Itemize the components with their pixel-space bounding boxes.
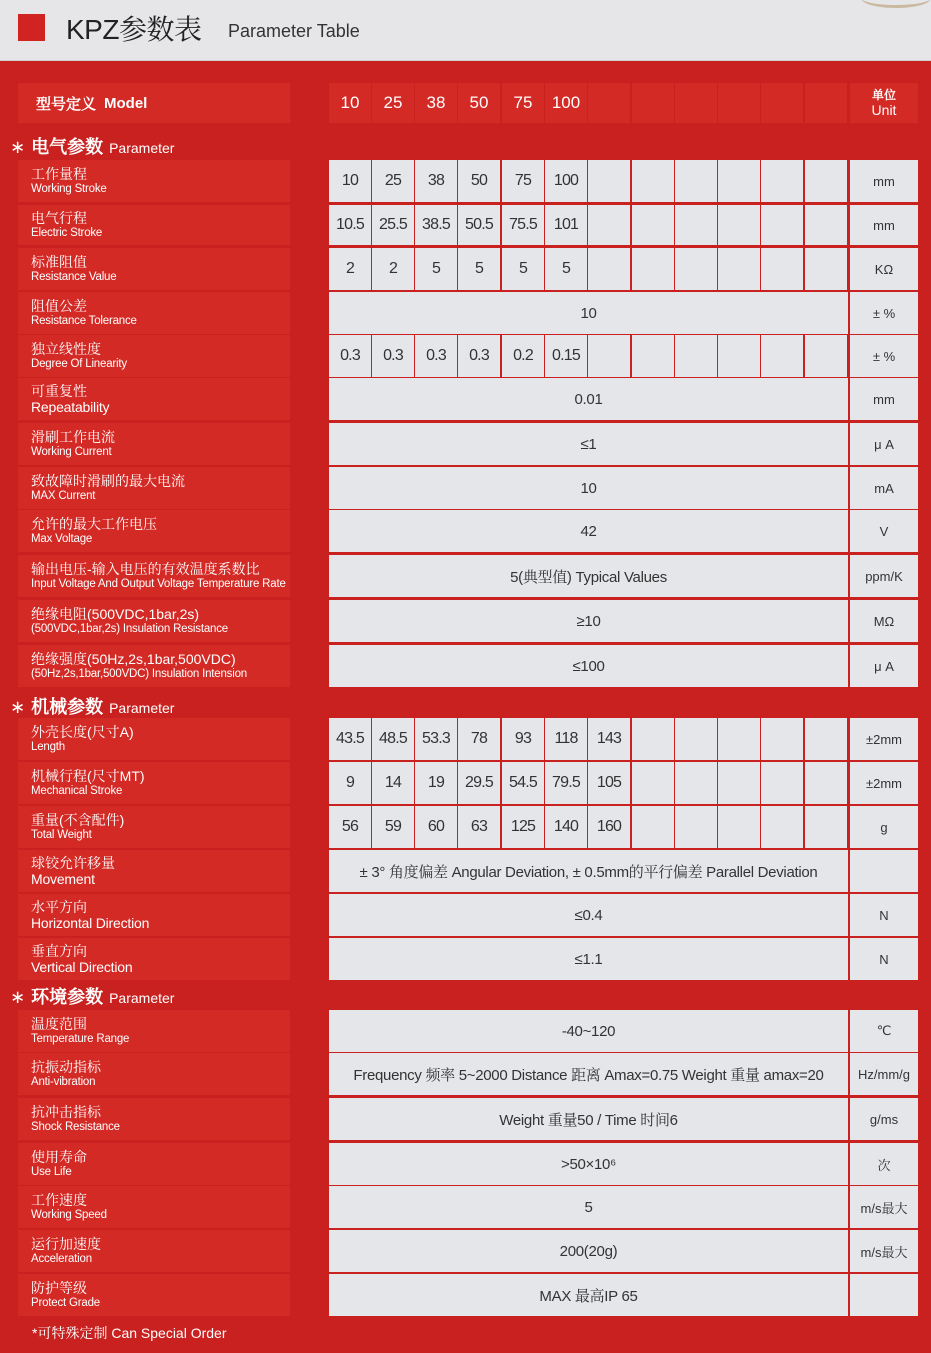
merged-value-cell: Weight 重量50 / Time 时间6 [329,1098,848,1140]
value-cell [805,248,847,290]
value-cell [805,806,847,848]
unit-cell [850,1274,918,1316]
value-cell [761,335,803,377]
model-cell [632,83,674,123]
value-cell: 118 [545,718,587,760]
unit-cell: mm [850,378,918,420]
value-cell [718,205,760,245]
model-cell: 50 [458,83,500,123]
unit-cell: V [850,510,918,552]
value-cell: 59 [372,806,414,848]
value-cell [675,205,717,245]
unit-cell: 次 [850,1143,918,1185]
merged-value-cell: 42 [329,510,848,552]
page-header [0,0,931,61]
unit-cell: KΩ [850,248,918,290]
row-label-zh: 使用寿命 [31,1149,87,1165]
value-cell [761,248,803,290]
value-cell: 2 [329,248,371,290]
value-cell: 29.5 [458,762,500,804]
row-label-en: Protect Grade [31,1297,100,1309]
model-label-en: Model [104,94,148,112]
unit-cell: ppm/K [850,555,918,597]
value-cell: 0.2 [502,335,544,377]
unit-cell: mA [850,467,918,509]
section-title-zh: 机械参数 [31,697,104,717]
value-cell [718,718,760,760]
row-label [18,938,290,980]
row-label [18,1186,290,1228]
value-cell [588,160,630,202]
model-label-zh: 型号定义 [36,95,97,113]
value-cell [805,762,847,804]
section-electrical [10,133,174,159]
model-cell: 25 [372,83,414,123]
value-cell: 9 [329,762,371,804]
value-cell: 10 [329,160,371,202]
value-cell [632,335,674,377]
value-cell: 0.3 [458,335,500,377]
merged-value-cell: ± 3° 角度偏差 Angular Deviation, ± 0.5mm的平行偏差 Parallel Deviation [329,850,848,892]
merged-value-cell: 200(20g) [329,1230,848,1272]
row-label-en: Working Stroke [31,183,107,195]
unit-cell: mm [850,205,918,245]
row-label-zh: 工作量程 [31,166,87,182]
model-cell [675,83,717,123]
value-cell [675,718,717,760]
row-label-zh: 外壳长度(尺寸A) [31,724,134,740]
row-label-zh: 水平方向 [31,899,87,915]
value-cell: 0.3 [415,335,457,377]
value-cell: 60 [415,806,457,848]
row-label-zh: 阻值公差 [31,298,87,314]
section-title-en: Parameter [109,700,175,716]
value-cell: 38.5 [415,205,457,245]
value-cell: 25 [372,160,414,202]
row-label-en: Degree Of Linearity [31,358,127,370]
value-cell: 10.5 [329,205,371,245]
unit-cell: g [850,806,918,848]
merged-value-cell: -40~120 [329,1010,848,1052]
value-cell: 5 [545,248,587,290]
section-star-icon: ∗ [10,137,26,157]
value-cell [675,335,717,377]
row-label-en: Working Speed [31,1209,107,1221]
row-label-zh: 抗振动指标 [31,1059,101,1075]
row-label [18,1230,290,1272]
unit-cell: m/s最大 [850,1230,918,1272]
merged-value-cell: ≥10 [329,600,848,642]
row-label-en: Temperature Range [31,1033,130,1045]
section-mechanical [10,693,174,719]
value-cell [718,248,760,290]
page-subtitle: Parameter Table [228,21,360,41]
row-label-zh: 致故障时滑刷的最大电流 [31,473,185,489]
row-label-zh: 允许的最大工作电压 [31,516,157,532]
value-cell: 14 [372,762,414,804]
value-cell [718,335,760,377]
unit-cell: g/ms [850,1098,918,1140]
unit-cell: MΩ [850,600,918,642]
unit-cell: μ A [850,423,918,465]
value-cell: 105 [588,762,630,804]
value-cell [805,205,847,245]
row-label-zh: 工作速度 [31,1192,87,1208]
value-cell: 78 [458,718,500,760]
row-label [18,378,290,420]
row-label-en: Vertical Direction [31,959,133,975]
row-label-zh: 滑刷工作电流 [31,429,115,445]
page-title: KPZ参数表 [66,14,202,45]
row-label-en: Max Voltage [31,533,93,545]
merged-value-cell: ≤100 [329,645,848,687]
value-cell [718,806,760,848]
header-decoration [861,0,931,8]
value-cell: 5 [502,248,544,290]
header-square-icon [18,14,45,41]
row-label-en: Length [31,741,65,753]
model-cell [761,83,803,123]
row-label-en: (500VDC,1bar,2s) Insulation Resistance [31,623,228,635]
section-star-icon: ∗ [10,987,26,1007]
merged-value-cell: ≤1.1 [329,938,848,980]
row-label [18,1010,290,1052]
value-cell [761,762,803,804]
value-cell [632,248,674,290]
value-cell: 25.5 [372,205,414,245]
row-label-en: MAX Current [31,490,96,502]
merged-value-cell: 10 [329,467,848,509]
value-cell [632,160,674,202]
model-cell: 100 [545,83,587,123]
value-cell: 143 [588,718,630,760]
unit-cell: μ A [850,645,918,687]
value-cell [632,205,674,245]
row-label-en: Repeatability [31,399,110,415]
merged-value-cell: ≤1 [329,423,848,465]
row-label-zh: 独立线性度 [31,341,101,357]
model-cell [718,83,760,123]
row-label-en: Use Life [31,1166,72,1178]
row-label-en: Total Weight [31,829,92,841]
merged-value-cell: MAX 最高IP 65 [329,1274,848,1316]
value-cell: 0.15 [545,335,587,377]
value-cell: 2 [372,248,414,290]
value-cell: 140 [545,806,587,848]
section-title-en: Parameter [109,140,175,156]
row-label [18,645,290,687]
row-label [18,718,290,760]
value-cell [761,205,803,245]
unit-cell: mm [850,160,918,202]
model-cell: 75 [502,83,544,123]
value-cell [761,160,803,202]
value-cell: 50.5 [458,205,500,245]
value-cell [805,160,847,202]
row-label-zh: 可重复性 [31,383,87,399]
value-cell [805,718,847,760]
row-label [18,1053,290,1095]
value-cell: 0.3 [329,335,371,377]
value-cell [805,335,847,377]
row-label [18,423,290,465]
value-cell: 125 [502,806,544,848]
value-cell [588,205,630,245]
special-order-note: *可特殊定制 Can Special Order [32,1325,227,1341]
unit-cell: N [850,894,918,936]
section-environment [10,983,174,1009]
value-cell [588,335,630,377]
value-cell: 75 [502,160,544,202]
value-cell [675,160,717,202]
row-label [18,160,290,202]
value-cell: 48.5 [372,718,414,760]
row-label [18,555,290,597]
value-cell: 50 [458,160,500,202]
value-cell [632,806,674,848]
value-cell [588,248,630,290]
value-cell: 54.5 [502,762,544,804]
row-label [18,248,290,290]
row-label-zh: 防护等级 [31,1280,87,1296]
value-cell: 43.5 [329,718,371,760]
merged-value-cell: >50×10⁶ [329,1143,848,1185]
value-cell: 53.3 [415,718,457,760]
model-cell: 38 [415,83,457,123]
row-label-en: Horizontal Direction [31,915,150,931]
value-cell [761,806,803,848]
row-label-zh: 垂直方向 [31,943,87,959]
row-label-zh: 绝缘电阻(500VDC,1bar,2s) [31,606,200,622]
row-label-zh: 标准阻值 [31,254,87,270]
unit-cell [850,850,918,892]
value-cell: 5 [415,248,457,290]
value-cell [718,160,760,202]
value-cell: 5 [458,248,500,290]
value-cell [675,248,717,290]
value-cell [675,762,717,804]
merged-value-cell: 10 [329,292,848,334]
row-label-zh: 重量(不含配件) [31,812,125,828]
value-cell [718,762,760,804]
row-label-en: Electric Stroke [31,227,103,239]
row-label-en: Working Current [31,446,112,458]
row-label [18,292,290,334]
model-cell: 10 [329,83,371,123]
row-label-en: (50Hz,2s,1bar,500VDC) Insulation Intension [31,668,247,680]
row-label [18,510,290,552]
row-label [18,205,290,245]
row-label-en: Movement [31,871,95,887]
row-label [18,1274,290,1316]
value-cell: 38 [415,160,457,202]
model-label [18,83,290,123]
value-cell: 101 [545,205,587,245]
value-cell: 100 [545,160,587,202]
value-cell [675,806,717,848]
value-cell [632,718,674,760]
row-label-en: Input Voltage And Output Voltage Temperature Rate [31,578,286,590]
merged-value-cell: ≤0.4 [329,894,848,936]
unit-cell: N [850,938,918,980]
unit-cell: m/s最大 [850,1186,918,1228]
row-label [18,762,290,804]
value-cell [632,762,674,804]
merged-value-cell: Frequency 频率 5~2000 Distance 距离 Amax=0.75 Weight 重量 amax=20 [329,1053,848,1095]
value-cell: 0.3 [372,335,414,377]
value-cell: 63 [458,806,500,848]
row-label-zh: 运行加速度 [31,1236,101,1252]
row-label-zh: 电气行程 [31,210,87,226]
model-cell [805,83,847,123]
row-label [18,1143,290,1185]
value-cell: 160 [588,806,630,848]
unit-cell: ± % [850,335,918,377]
value-cell: 75.5 [502,205,544,245]
value-cell: 19 [415,762,457,804]
unit-header-zh: 单位 [871,88,896,102]
row-label [18,894,290,936]
unit-header [850,83,918,123]
section-title-zh: 电气参数 [31,137,104,157]
row-label [18,335,290,377]
row-label [18,806,290,848]
unit-cell: ± % [850,292,918,334]
unit-cell: ±2mm [850,718,918,760]
row-label-zh: 机械行程(尺寸MT) [31,768,145,784]
unit-cell: ±2mm [850,762,918,804]
row-label-zh: 温度范围 [31,1016,87,1032]
section-star-icon: ∗ [10,697,26,717]
value-cell [761,718,803,760]
merged-value-cell: 5 [329,1186,848,1228]
merged-value-cell: 5(典型值) Typical Values [329,555,848,597]
row-label-zh: 输出电压-输入电压的有效温度系数比 [31,561,260,577]
row-label-en: Resistance Tolerance [31,315,137,327]
unit-header-en: Unit [871,102,897,118]
model-cell [588,83,630,123]
row-label [18,1098,290,1140]
row-label-en: Anti-vibration [31,1076,96,1088]
row-label-en: Acceleration [31,1253,92,1265]
unit-cell: ℃ [850,1010,918,1052]
row-label [18,467,290,509]
value-cell: 56 [329,806,371,848]
section-title-en: Parameter [109,990,175,1006]
row-label [18,850,290,892]
row-label-en: Shock Resistance [31,1121,120,1133]
row-label-zh: 球铰允许移量 [31,855,115,871]
merged-value-cell: 0.01 [329,378,848,420]
row-label-zh: 绝缘强度(50Hz,2s,1bar,500VDC) [31,651,236,667]
value-cell: 93 [502,718,544,760]
row-label-en: Mechanical Stroke [31,785,123,797]
row-label-zh: 抗冲击指标 [31,1104,101,1120]
row-label-en: Resistance Value [31,271,117,283]
row-label [18,600,290,642]
section-title-zh: 环境参数 [31,987,104,1007]
unit-cell: Hz/mm/g [850,1053,918,1095]
value-cell: 79.5 [545,762,587,804]
